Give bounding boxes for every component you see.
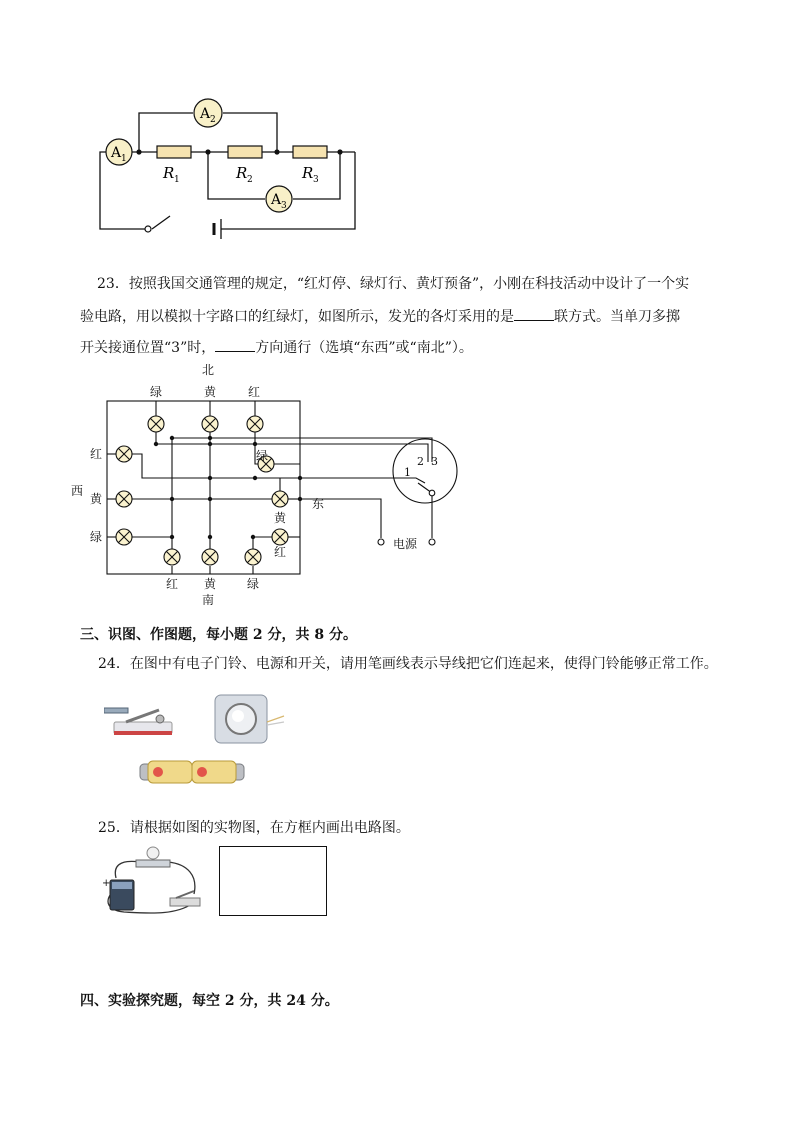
svg-text:R: R — [236, 164, 248, 182]
label-right-red: 红 — [274, 545, 287, 559]
traffic-light-circuit — [60, 358, 480, 620]
doorbell-photo — [212, 692, 286, 746]
label-r2 — [235, 164, 253, 185]
lamp-south-red — [164, 549, 180, 565]
q23-line-2 — [80, 306, 680, 327]
label-north: 北 — [202, 363, 215, 377]
label-left-green: 绿 — [90, 530, 103, 544]
label-bottom-yellow: 黄 — [204, 577, 217, 591]
svg-text:3: 3 — [313, 175, 319, 185]
svg-text:3: 3 — [281, 201, 287, 211]
lamp-west-red — [116, 446, 132, 462]
resistor-r3 — [293, 146, 327, 158]
label-r3 — [301, 164, 319, 185]
power-terminal-right — [429, 539, 435, 545]
label-right-green: 绿 — [256, 449, 269, 463]
multi-throw-switch — [393, 439, 457, 503]
lamp-east-yellow — [272, 491, 288, 507]
q24-text: 24．在图中有电子门铃、电源和开关，请用笔画线表示导线把它们连起来，使得门铃能够正常工作。 — [98, 656, 718, 672]
answer-blank-direction[interactable] — [215, 337, 255, 352]
lamp-south-green — [245, 549, 261, 565]
q23-line-2b: 联方式。当单刀多掷 — [554, 309, 680, 325]
label-left-red: 红 — [90, 447, 103, 461]
svg-text:A: A — [111, 145, 122, 161]
lamp-east-red — [272, 529, 288, 545]
lamp-north-green — [148, 416, 164, 432]
svg-text:2: 2 — [247, 175, 253, 185]
label-top-yellow: 黄 — [204, 385, 217, 399]
physical-circuit-photo — [96, 842, 208, 916]
circuit-diagram-ammeters — [90, 92, 370, 240]
label-bottom-red: 红 — [166, 577, 179, 591]
lamp-west-green — [116, 529, 132, 545]
ammeter-a3 — [266, 186, 292, 212]
svg-text:1: 1 — [121, 154, 127, 164]
section-4-heading: 四、实验探究题，每空 2 分，共 24 分。 — [80, 993, 339, 1009]
switch-pos-2: 2 — [417, 455, 424, 468]
svg-text:R: R — [163, 164, 175, 182]
label-top-red: 红 — [248, 385, 261, 399]
label-top-green: 绿 — [150, 385, 163, 399]
answer-blank-connection[interactable] — [514, 306, 554, 321]
q25-text: 25．请根据如图的实物图，在方框内画出电路图。 — [98, 820, 410, 836]
q23-line-3a: 开关接通位置“3”时， — [80, 340, 216, 356]
label-bottom-green: 绿 — [247, 577, 260, 591]
lamp-north-red — [247, 416, 263, 432]
svg-text:R: R — [302, 164, 314, 182]
q23-line-2a: 验电路，用以模拟十字路口的红绿灯，如图所示，发光的各灯采用的是 — [80, 309, 514, 325]
answer-drawing-box[interactable] — [219, 846, 327, 916]
resistor-r2 — [228, 146, 262, 158]
label-west: 西 — [71, 484, 84, 498]
section-3-heading: 三、识图、作图题，每小题 2 分，共 8 分。 — [80, 627, 357, 643]
svg-text:2: 2 — [210, 115, 216, 125]
resistor-r1 — [157, 146, 191, 158]
battery-plus-label: + — [102, 878, 111, 889]
lamp-south-yellow — [202, 549, 218, 565]
switch-pos-1: 1 — [404, 466, 411, 479]
q23-line-1: 23．按照我国交通管理的规定，“红灯停、绿灯行、黄灯预备”，小刚在科技活动中设计了一个实 — [97, 276, 690, 292]
label-left-yellow: 黄 — [90, 492, 103, 506]
label-r1 — [162, 164, 180, 185]
label-south: 南 — [202, 593, 215, 607]
knife-switch-photo — [104, 700, 176, 740]
label-east: 东 — [312, 497, 325, 511]
power-terminal-left — [378, 539, 384, 545]
label-power: 电源 — [393, 537, 418, 551]
ammeter-a2 — [194, 99, 222, 127]
svg-text:A: A — [271, 192, 282, 208]
switch-pos-3: 3 — [431, 455, 438, 468]
battery-pack-photo — [136, 758, 248, 786]
ammeter-a1 — [106, 139, 132, 165]
label-right-yellow: 黄 — [274, 511, 287, 525]
q23-line-3b: 方向通行（选填“东西”或“南北”）。 — [255, 340, 473, 356]
svg-text:1: 1 — [174, 175, 180, 185]
lamp-west-yellow — [116, 491, 132, 507]
q23-line-3 — [80, 337, 473, 358]
lamp-north-yellow — [202, 416, 218, 432]
svg-text:A: A — [200, 106, 211, 122]
